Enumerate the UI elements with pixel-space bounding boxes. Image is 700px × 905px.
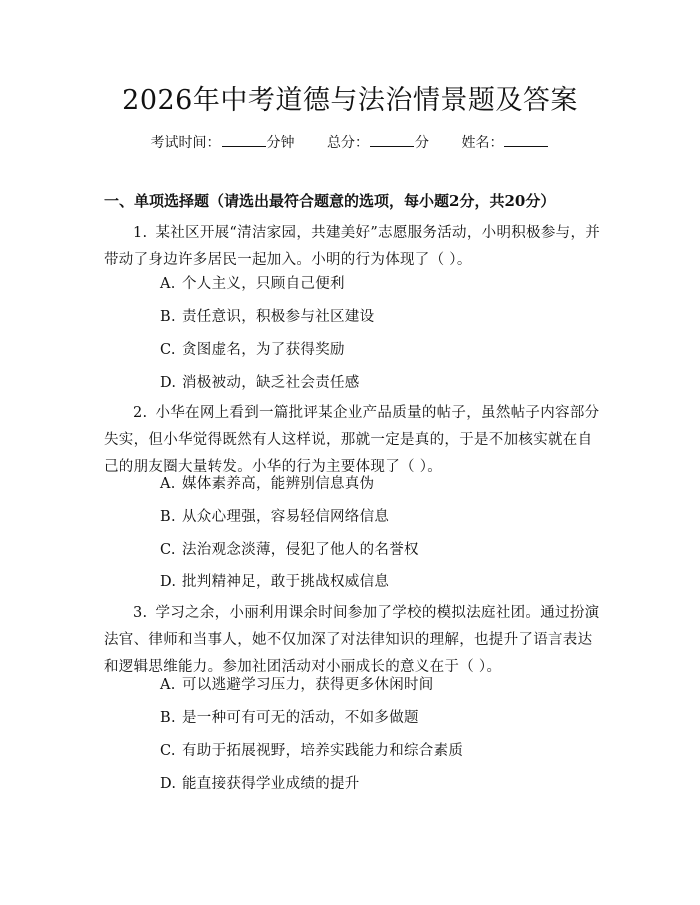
exam-time-field — [151, 132, 295, 153]
option-letter: D. — [160, 574, 177, 590]
option-text: 法治观念淡薄，侵犯了他人的名誉权 — [182, 542, 419, 558]
option-text: 责任意识，积极参与社区建设 — [182, 309, 375, 325]
option-text: 是一种可有可无的活动，不如多做题 — [182, 710, 419, 726]
question-number: 3. — [133, 605, 148, 621]
exam-time-label: 考试时间： — [150, 135, 221, 151]
question-3-option-a — [160, 674, 434, 696]
student-name-label: 姓名： — [461, 135, 504, 151]
option-letter: B. — [160, 309, 176, 325]
exam-time-unit: 分钟 — [266, 135, 295, 151]
option-letter: D. — [160, 776, 177, 792]
question-text: 某社区开展“清洁家园，共建美好”志愿服务活动，小明积极参与，并带动了身边许多居民一起加入。小明的行为体现了（ ）。 — [104, 225, 601, 268]
total-score-unit: 分 — [415, 135, 429, 151]
option-text: 媒体素养高，能辨别信息真伪 — [182, 476, 375, 492]
question-2 — [104, 400, 604, 481]
total-score-blank — [370, 132, 414, 147]
question-1-option-d — [160, 372, 360, 394]
option-text: 贪图虚名，为了获得奖励 — [182, 342, 345, 358]
option-letter: D. — [160, 375, 177, 391]
option-letter: C. — [160, 342, 176, 358]
question-1-option-b — [160, 306, 374, 328]
question-1-option-a — [160, 273, 345, 295]
question-number: 1. — [133, 225, 148, 241]
question-3 — [104, 600, 604, 681]
question-3-option-d — [160, 773, 360, 795]
question-text: 小华在网上看到一篇批评某企业产品质量的帖子，虽然帖子内容部分失实，但小华觉得既然有人这样说，那就一定是真的，于是不加核实就在自己的朋友圈大量转发。小华的行为主要体现了（ ）。 — [104, 405, 600, 475]
total-score-field — [327, 132, 429, 153]
question-3-option-c — [160, 740, 463, 762]
exam-time-blank — [222, 132, 266, 147]
student-name-blank — [504, 132, 548, 147]
option-text: 有助于拓展视野，培养实践能力和综合素质 — [182, 743, 464, 759]
total-score-label: 总分： — [327, 135, 369, 151]
option-text: 个人主义，只顾自己便利 — [182, 276, 345, 292]
option-letter: B. — [160, 710, 176, 726]
page-title: 2026年中考道德与法治情景题及答案 — [122, 85, 578, 116]
student-name-field — [461, 132, 549, 153]
option-letter: A. — [160, 677, 176, 693]
exam-meta — [0, 132, 700, 153]
question-2-option-d — [160, 571, 389, 593]
question-2-option-b — [160, 506, 389, 528]
question-2-option-c — [160, 539, 419, 561]
question-number: 2. — [133, 405, 148, 421]
option-text: 消极被动，缺乏社会责任感 — [182, 375, 360, 391]
question-3-option-b — [160, 707, 419, 729]
option-letter: A. — [160, 276, 176, 292]
option-text: 批判精神足，敢于挑战权威信息 — [182, 574, 390, 590]
option-letter: B. — [160, 509, 176, 525]
option-text: 能直接获得学业成绩的提升 — [182, 776, 360, 792]
option-text: 从众心理强，容易轻信网络信息 — [182, 509, 390, 525]
option-letter: C. — [160, 542, 176, 558]
section-title: 一、单项选择题（请选出最符合题意的选项，每小题2分，共20分） — [104, 192, 556, 210]
option-letter: A. — [160, 476, 176, 492]
question-1 — [104, 220, 604, 274]
question-1-option-c — [160, 339, 345, 361]
option-text: 可以逃避学习压力，获得更多休闲时间 — [182, 677, 434, 693]
question-2-option-a — [160, 473, 374, 495]
question-text: 学习之余，小丽利用课余时间参加了学校的模拟法庭社团。通过扮演法官、律师和当事人，她不仅加深了对法律知识的理解，也提升了语言表达和逻辑思维能力。参加社团活动对小丽成长的意义在于（ ）。 — [104, 605, 600, 675]
option-letter: C. — [160, 743, 176, 759]
